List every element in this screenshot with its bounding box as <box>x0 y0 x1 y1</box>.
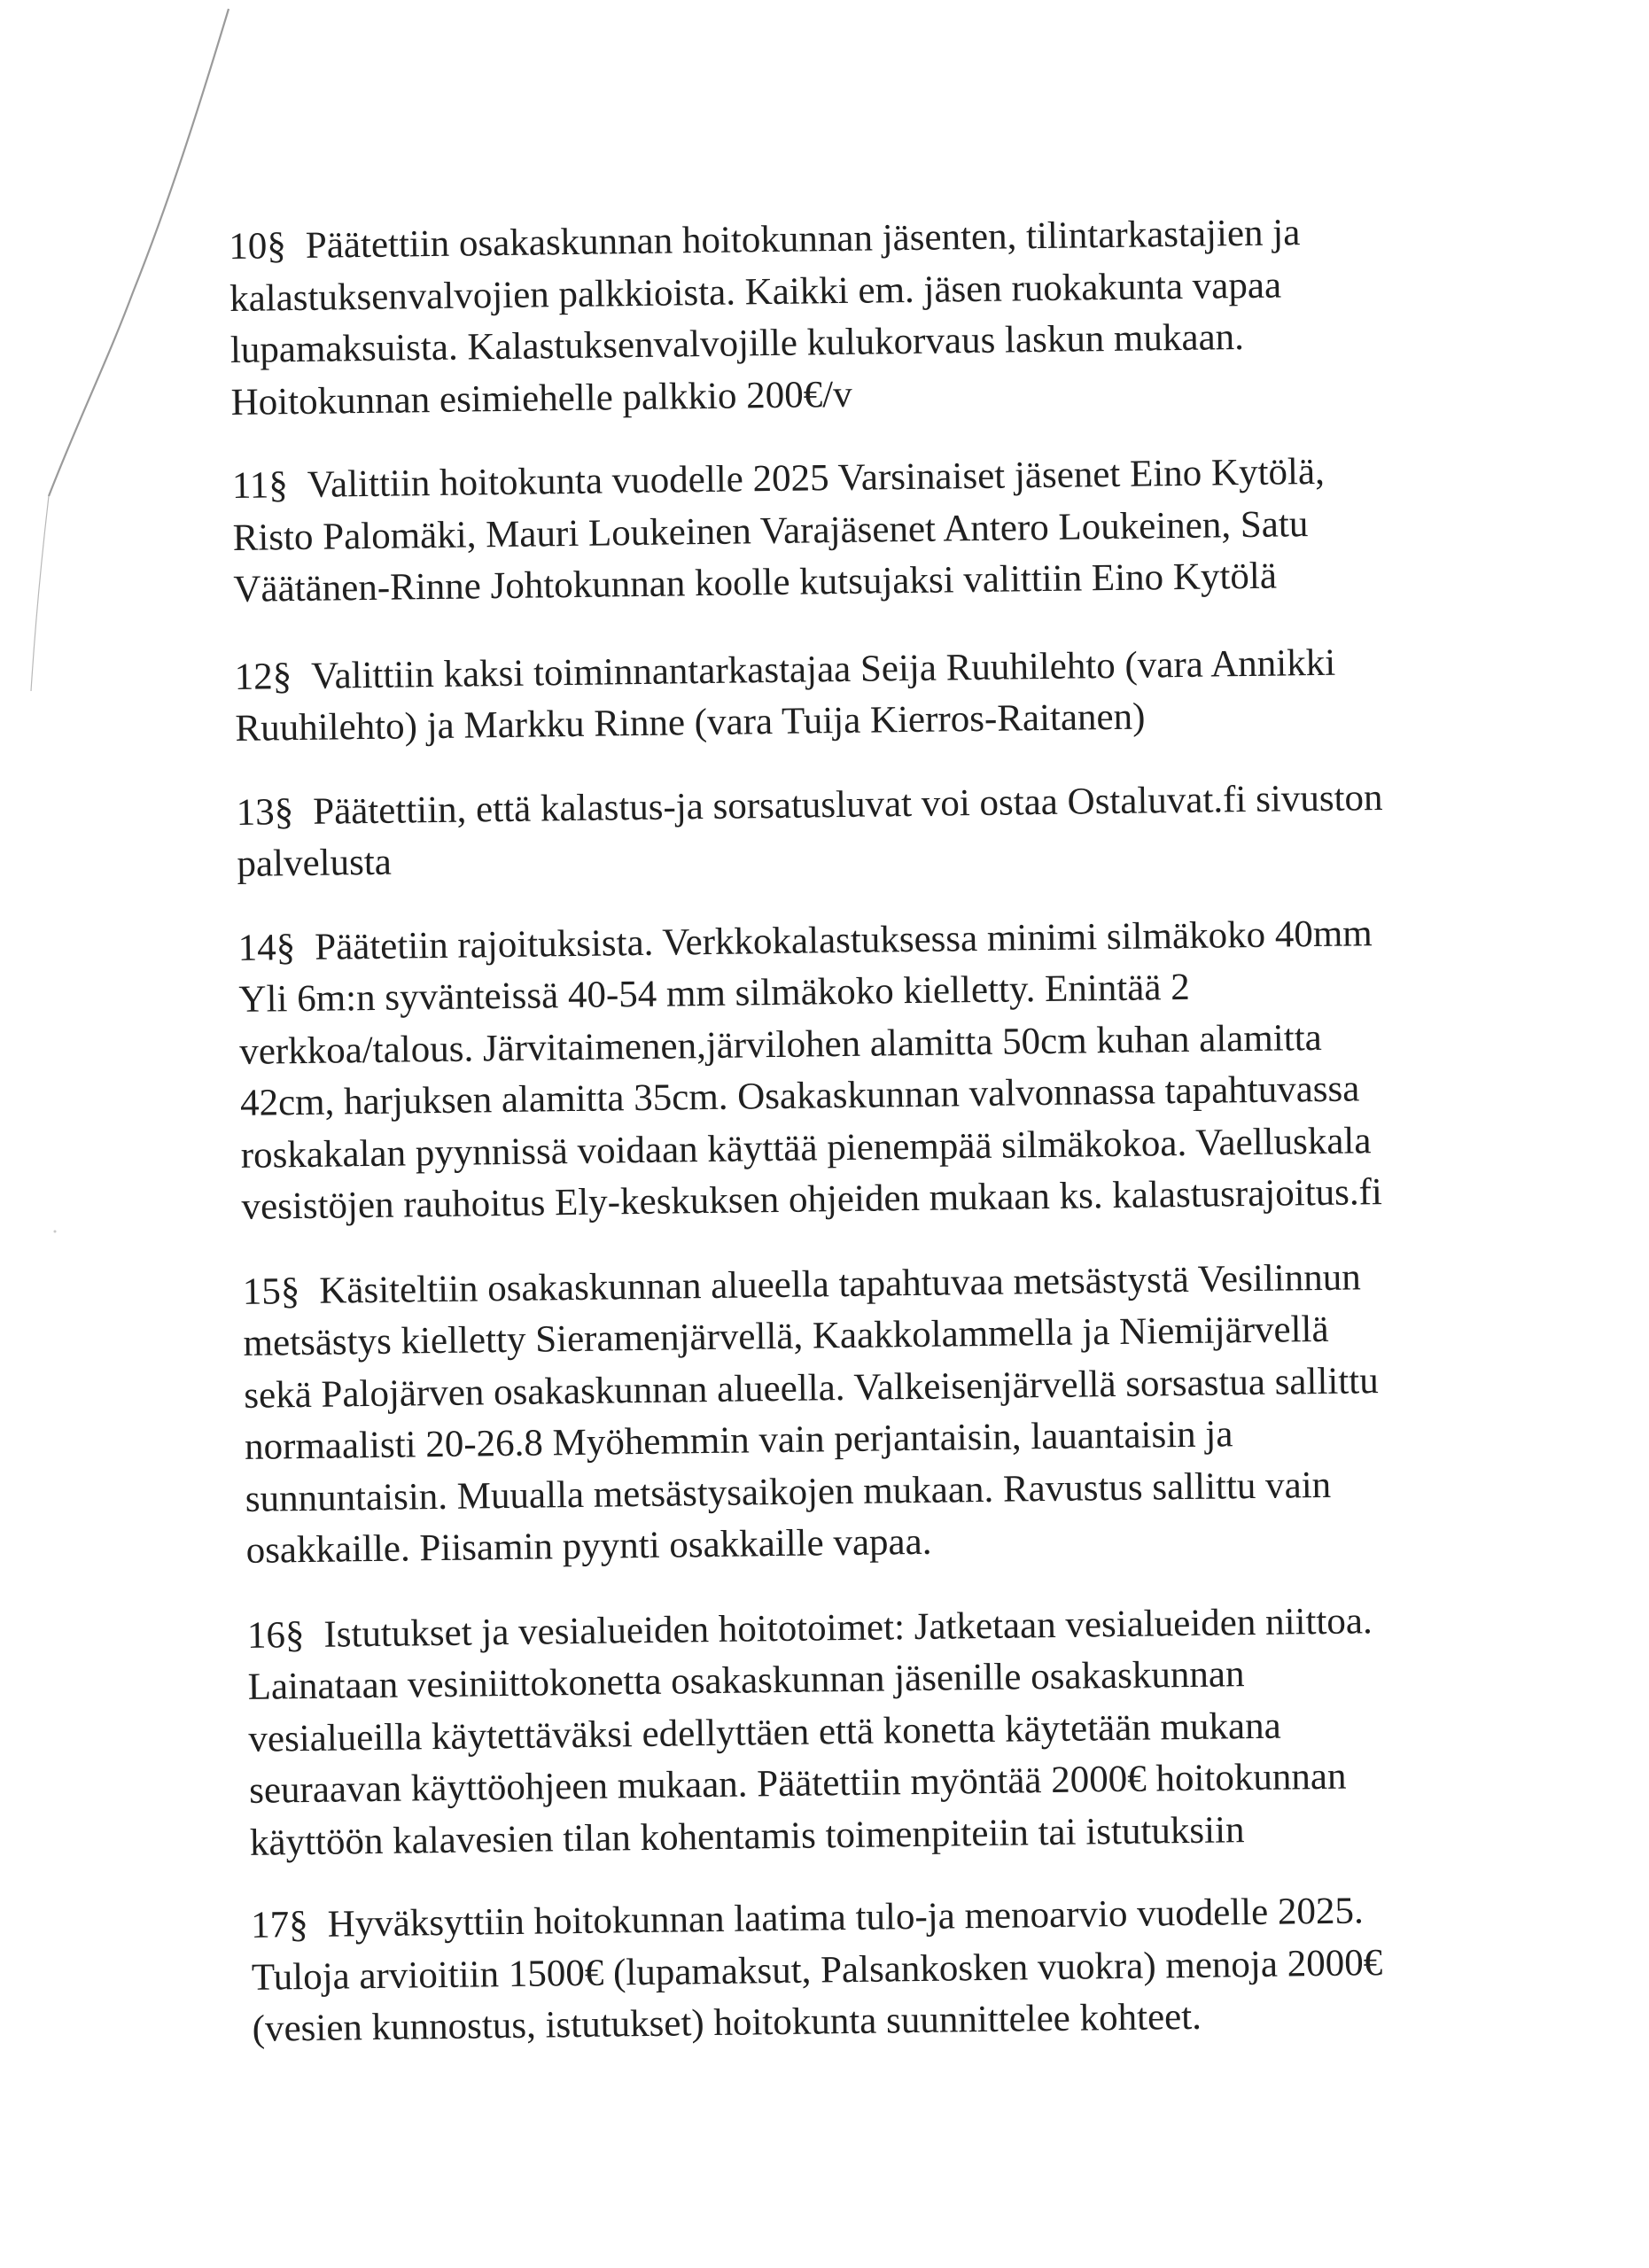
section-text: Hyväksyttiin hoitokunnan laatima tulo-ja menoarvio vuodelle 2025. Tuloja arvioitiin 1500€ (lupamaksut, Palsankosken vuokra) menoja 2000€ (vesien kunnostus, istutukset) hoitokunta suunnittelee kohteet. <box>251 1890 1383 2050</box>
section-12 <box>234 635 1493 756</box>
section-number: 17§ <box>250 1903 308 1946</box>
minutes-body <box>229 205 1511 2088</box>
section-11 <box>232 444 1492 616</box>
section-number: 15§ <box>242 1270 300 1313</box>
section-17 <box>251 1884 1511 2055</box>
section-16 <box>247 1594 1509 1869</box>
section-text: Päätettiin osakaskunnan hoitokunnan jäsenten, tilintarkastajien ja kalastuksenvalvojien palkkioista. Kaikki em. jäsen ruokakunta vapaa lupamaksuista. Kalastuksenvalvojille kulukorvaus laskun mukaan. Hoitokunnan esimiehelle palkkio 200€/v <box>229 212 1301 423</box>
section-14 <box>237 906 1499 1234</box>
section-text: Istutukset ja vesialueiden hoitotoimet: Jatketaan vesialueiden niittoa. Lainataan vesiniittokonetta osakaskunnan jäsenille osakaskunnan vesialueilla käytettäväksi edellyttäen että konetta käytetään mukana seuraavan käyttöohjeen mukaan. Päätettiin myöntää 2000€ hoitokunnan käyttöön kalavesien tilan kohentamis toimenpiteiin tai istutuksiin <box>247 1599 1373 1864</box>
section-number: 13§ <box>236 790 294 834</box>
section-number: 11§ <box>231 464 289 507</box>
section-text: Päätettiin, että kalastus-ja sorsatusluvat voi ostaa Ostaluvat.fi sivuston palvelusta <box>237 776 1383 885</box>
section-number: 10§ <box>229 225 287 268</box>
section-10 <box>229 205 1490 429</box>
section-text: Päätetiin rajoituksista. Verkkokalastuksessa minimi silmäkoko 40mm Yli 6m:n syvänteissä 40-54 mm silmäkoko kielletty. Enintää 2 verkkoa/talous. Järvitaimenen,järvilohen alamitta 50cm kuhan alamitta 42cm, harjuksen alamitta 35cm. Osakaskunnan valvonnassa tapahtuvassa roskakalan pyynnissä voidaan käyttää pienempää silmäkokoa. Vaelluskala vesistöjen rauhoitus Ely-keskuksen ohjeiden mukaan ks. kalastusrajoitus.fi <box>238 912 1383 1228</box>
section-13 <box>236 771 1495 891</box>
section-number: 12§ <box>234 655 292 698</box>
section-number: 16§ <box>246 1613 305 1657</box>
section-text: Valittiin hoitokunta vuodelle 2025 Varsinaiset jäsenet Eino Kytölä, Risto Palomäki, Mauri Loukeinen Varajäsenet Antero Loukeinen, Satu Väätänen-Rinne Johtokunnan koolle kutsujaksi valittiin Eino Kytölä <box>232 450 1326 610</box>
section-text: Valittiin kaksi toiminnantarkastajaa Seija Ruuhilehto (vara Annikki Ruuhilehto) ja Markku Rinne (vara Tuija Kierros-Raitanen) <box>235 641 1336 750</box>
section-number: 14§ <box>237 926 296 969</box>
section-text: Käsiteltiin osakaskunnan alueella tapahtuvaa metsästystä Vesilinnun metsästys kielletty Sieramenjärvellä, Kaakkolammella ja Niemijärvellä sekä Palojärven osakaskunnan alueella. Valkeisenjärvellä sorsastua sallittu normaalisti 20-26.8 Myöhemmin vain perjantaisin, lauantaisin ja sunnuntaisin. Muualla metsästysaikojen mukaan. Ravustus sallittu vain osakkaille. Piisamin pyynti osakkaille vapaa. <box>243 1255 1379 1572</box>
section-15 <box>242 1250 1504 1578</box>
